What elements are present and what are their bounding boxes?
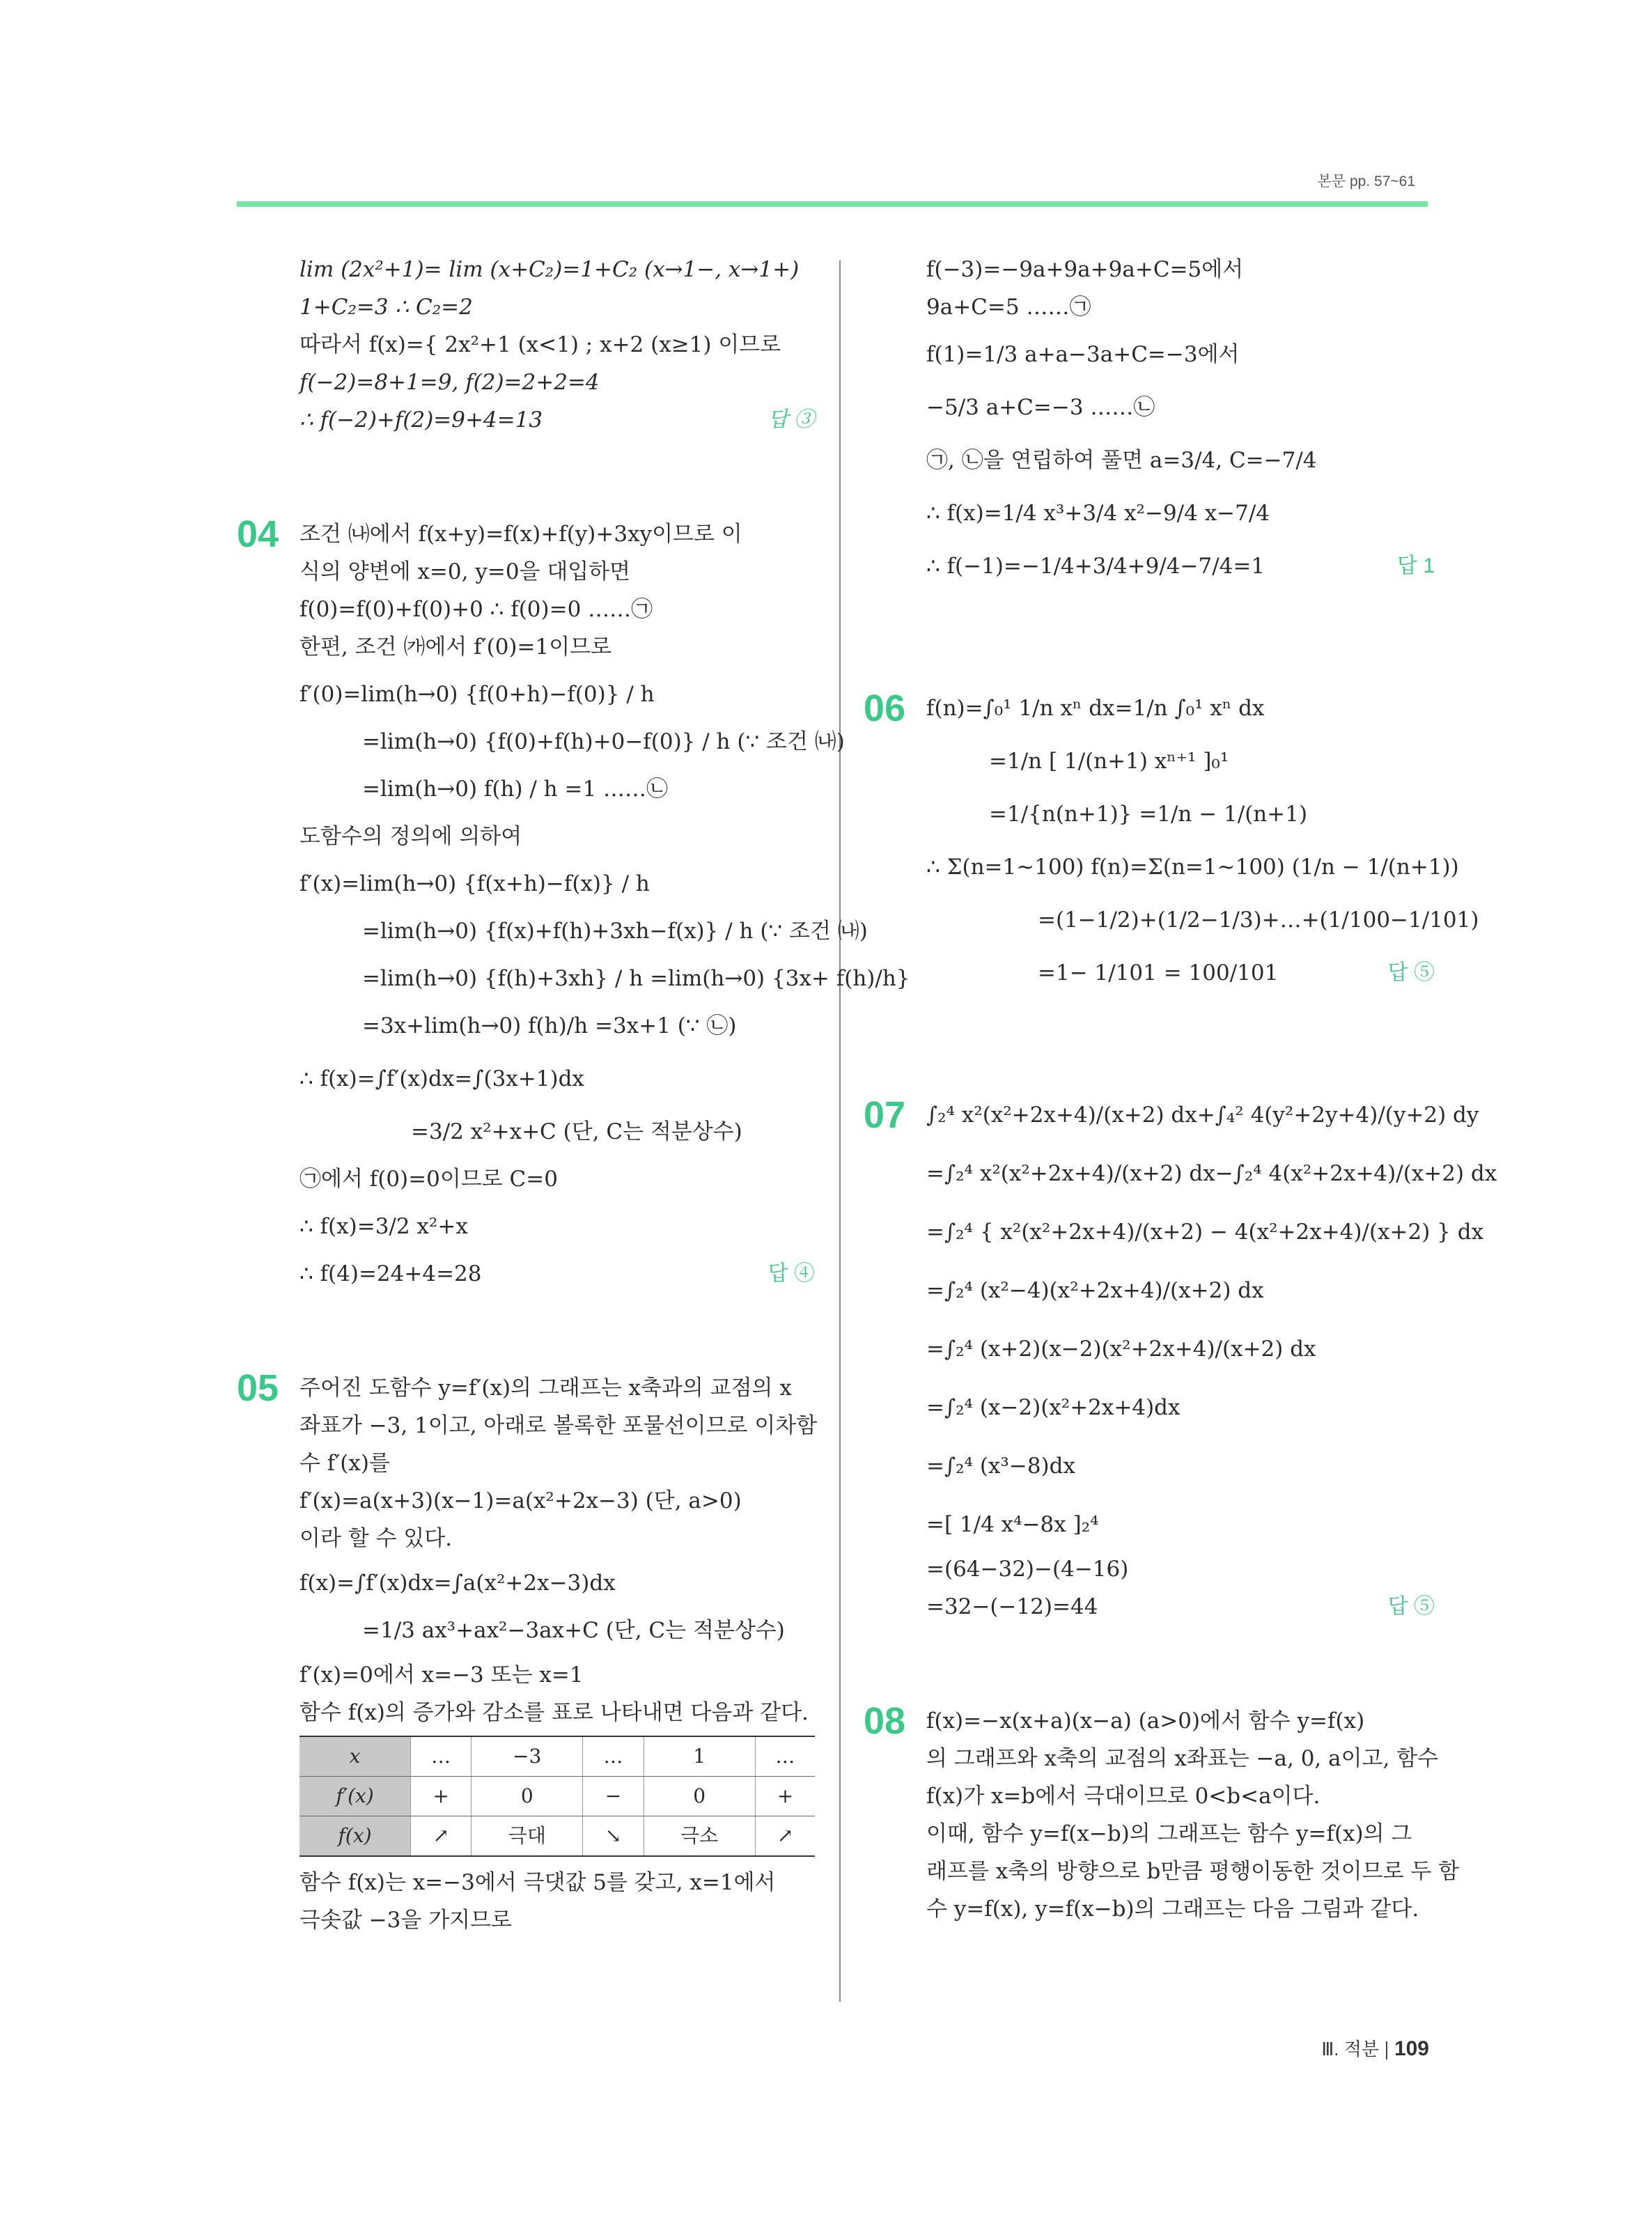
column-divider: [839, 260, 841, 2002]
solution-line: f(1)=1/3 a+a−3a+C=−3에서: [926, 342, 1240, 367]
page-reference: 본문 pp. 57~61: [1317, 173, 1415, 189]
solution-line: 함수 f(x)는 x=−3에서 극댓값 5를 갖고, x=1에서: [299, 1870, 776, 1895]
solution-line: 극솟값 −3을 가지므로: [299, 1908, 512, 1933]
solution-line: ∴ Σ(n=1~100) f(n)=Σ(n=1~100) (1/n − 1/(n+1)): [926, 855, 1459, 880]
solution-line: =(1−1/2)+(1/2−1/3)+…+(1/100−1/101): [1038, 908, 1479, 933]
table-cell: ↗: [411, 1816, 472, 1857]
solution-line: =3/2 x²+x+C (단, C는 적분상수): [411, 1119, 742, 1144]
page-number: 109: [1394, 2037, 1429, 2060]
solution-line: [926, 954, 1435, 992]
table-cell: −: [583, 1777, 644, 1816]
solution-line: [299, 1255, 815, 1293]
table-cell: …: [755, 1736, 815, 1777]
solution-line: =lim(h→0) {f(h)+3xh} / h =lim(h→0) {3x+ f(h)/h}: [362, 966, 910, 991]
problem-04-first-line: [237, 513, 815, 555]
table-cell: …: [583, 1736, 644, 1777]
solution-line: 수 f′(x)를: [299, 1451, 390, 1476]
solution-line: f(0)=f(0)+f(0)+0 ∴ f(0)=0 ……㉠: [299, 597, 653, 622]
solution-line: 함수 f(x)의 증가와 감소를 표로 나타내면 다음과 같다.: [299, 1700, 809, 1725]
table-cell: +: [755, 1777, 815, 1816]
problem-number: 08: [864, 1700, 906, 1742]
solution-line: 이때, 함수 y=f(x−b)의 그래프는 함수 y=f(x)의 그: [926, 1821, 1412, 1846]
solution-line: =∫₂⁴ (x²−4)(x²+2x+4)/(x+2) dx: [926, 1278, 1264, 1303]
solution-text: f(x)=−x(x+a)(x−a) (a>0)에서 함수 y=f(x): [926, 1708, 1365, 1734]
solution-line: ∴ f(x)=3/2 x²+x: [299, 1214, 468, 1239]
answer-label: 답 ⑤: [1387, 961, 1435, 984]
solution-line: =lim(h→0) {f(x)+f(h)+3xh−f(x)} / h (∵ 조건 ㈏): [362, 919, 868, 944]
table-cell: f′(x): [299, 1777, 411, 1816]
table-cell: 0: [472, 1777, 583, 1816]
solution-line: =[ 1/4 x⁴−8x ]₂⁴: [926, 1512, 1099, 1537]
solution-line: ㉠, ㉡을 연립하여 풀면 a=3/4, C=−7/4: [926, 448, 1317, 473]
solution-line: =(64−32)−(4−16): [926, 1557, 1129, 1582]
solution-line: 좌표가 −3, 1이고, 아래로 볼록한 포물선이므로 이차함: [299, 1413, 818, 1438]
table-cell: 극대: [472, 1816, 583, 1857]
solution-line: f(x)가 x=b에서 극대이므로 0<b<a이다.: [926, 1784, 1320, 1809]
solution-text: 조건 ㈏에서 f(x+y)=f(x)+f(y)+3xy이므로 이: [299, 522, 742, 547]
solution-text: ∫₂⁴ x²(x²+2x+4)/(x+2) dx+∫₄² 4(y²+2y+4)/(y+2) dy: [926, 1103, 1479, 1128]
right-column: [864, 251, 1497, 1928]
solution-line: 1+C₂=3 ∴ C₂=2: [299, 295, 473, 320]
solution-line: −5/3 a+C=−3 ……㉡: [926, 395, 1155, 420]
problem-number: 04: [237, 513, 279, 555]
problem-08-first-line: [864, 1700, 1435, 1742]
solution-line: ㉠에서 f(0)=0이므로 C=0: [299, 1167, 558, 1192]
problem-07-first-line: [864, 1094, 1479, 1136]
solution-line: f′(x)=a(x+3)(x−1)=a(x²+2x−3) (단, a>0): [299, 1488, 742, 1513]
solution-line: 식의 양변에 x=0, y=0을 대입하면: [299, 559, 631, 584]
solution-line: f(−3)=−9a+9a+9a+C=5에서: [926, 257, 1244, 282]
table-row: [299, 1816, 815, 1857]
solution-line: =∫₂⁴ x²(x²+2x+4)/(x+2) dx−∫₂⁴ 4(x²+2x+4)/(x+2) dx: [926, 1161, 1497, 1186]
table-cell: +: [411, 1777, 472, 1816]
solution-line: =1/{n(n+1)} =1/n − 1/(n+1): [989, 802, 1308, 827]
solution-line: =∫₂⁴ { x²(x²+2x+4)/(x+2) − 4(x²+2x+4)/(x+2) } dx: [926, 1220, 1484, 1245]
answer-label: 답 1: [1397, 554, 1435, 577]
table-cell: −3: [472, 1736, 583, 1777]
footer-divider: [1386, 2041, 1387, 2059]
solution-text: ∴ f(−2)+f(2)=9+4=13: [299, 407, 543, 433]
solution-line: 따라서 f(x)={ 2x²+1 (x<1) ; x+2 (x≥1) 이므로: [299, 332, 781, 357]
table-cell: 1: [644, 1736, 755, 1777]
answer-label: 답 ③: [767, 408, 815, 431]
table-cell: x: [299, 1736, 411, 1777]
solution-line: =∫₂⁴ (x³−8)dx: [926, 1454, 1075, 1479]
problem-number: 05: [237, 1367, 279, 1409]
solution-line: =1/3 ax³+ax²−3ax+C (단, C는 적분상수): [362, 1618, 785, 1643]
solution-line: ∴ f(x)=1/4 x³+3/4 x²−9/4 x−7/4: [926, 501, 1270, 526]
chapter-label: Ⅲ. 적분: [1321, 2039, 1379, 2059]
problem-05-first-line: [237, 1367, 815, 1409]
solution-line: 의 그래프와 x축의 교점의 x좌표는 −a, 0, a이고, 함수: [926, 1746, 1439, 1771]
solution-line: lim (2x²+1)= lim (x+C₂)=1+C₂ (x→1−, x→1+): [299, 257, 800, 282]
table-row: [299, 1777, 815, 1816]
answer-label: 답 ④: [767, 1262, 815, 1285]
solution-line: f(−2)=8+1=9, f(2)=2+2=4: [299, 370, 600, 395]
table-cell: …: [411, 1736, 472, 1777]
solution-line: f′(x)=lim(h→0) {f(x+h)−f(x)} / h: [299, 871, 650, 896]
header-rule: [237, 201, 1428, 207]
solution-line: 래프를 x축의 방향으로 b만큼 평행이동한 것이므로 두 함: [926, 1859, 1460, 1884]
solution-line: [926, 1588, 1435, 1626]
solution-line: [299, 401, 815, 439]
table-cell: ↗: [755, 1816, 815, 1857]
solution-line: =3x+lim(h→0) f(h)/h =3x+1 (∵ ㉡): [362, 1013, 737, 1038]
solution-line: 도함수의 정의에 의하여: [299, 824, 522, 849]
solution-line: f′(0)=lim(h→0) {f(0+h)−f(0)} / h: [299, 682, 655, 707]
table-cell: 극소: [644, 1816, 755, 1857]
table-cell: 0: [644, 1777, 755, 1816]
solution-line: =lim(h→0) f(h) / h =1 ……㉡: [362, 777, 669, 802]
solution-text: 주어진 도함수 y=f′(x)의 그래프는 x축과의 교점의 x: [299, 1376, 792, 1401]
problem-number: 06: [864, 687, 906, 729]
problem-06-first-line: [864, 687, 1435, 729]
page-footer: [1321, 2035, 1429, 2061]
table-cell: f(x): [299, 1816, 411, 1857]
solution-text: =32−(−12)=44: [926, 1594, 1098, 1619]
answer-label: 답 ⑤: [1387, 1595, 1435, 1618]
solution-text: f(n)=∫₀¹ 1/n xⁿ dx=1/n ∫₀¹ xⁿ dx: [926, 696, 1265, 721]
solution-line: =∫₂⁴ (x+2)(x−2)(x²+2x+4)/(x+2) dx: [926, 1337, 1316, 1362]
solution-line: f(x)=∫f′(x)dx=∫a(x²+2x−3)dx: [299, 1571, 616, 1596]
solution-line: 한편, 조건 ㈎에서 f′(0)=1이므로: [299, 634, 612, 660]
solution-line: =∫₂⁴ (x−2)(x²+2x+4)dx: [926, 1395, 1180, 1420]
increase-decrease-table: [299, 1736, 815, 1857]
solution-line: 9a+C=5 ……㉠: [926, 295, 1091, 320]
solution-text: =1− 1/101 = 100/101: [1038, 960, 1279, 986]
problem-number: 07: [864, 1094, 906, 1136]
solution-line: 이라 할 수 있다.: [299, 1526, 453, 1551]
solution-line: f′(x)=0에서 x=−3 또는 x=1: [299, 1662, 584, 1688]
solution-line: 수 y=f(x), y=f(x−b)의 그래프는 다음 그림과 같다.: [926, 1897, 1419, 1922]
solution-line: [926, 547, 1435, 585]
solution-text: ∴ f(4)=24+4=28: [299, 1261, 482, 1286]
solution-line: =1/n [ 1/(n+1) xⁿ⁺¹ ]₀¹: [989, 749, 1229, 774]
table-row: [299, 1736, 815, 1777]
solution-line: =lim(h→0) {f(0)+f(h)+0−f(0)} / h (∵ 조건 ㈏): [362, 729, 845, 754]
table-cell: ↘: [583, 1816, 644, 1857]
solution-text: ∴ f(−1)=−1/4+3/4+9/4−7/4=1: [926, 554, 1265, 579]
solution-line: ∴ f(x)=∫f′(x)dx=∫(3x+1)dx: [299, 1066, 584, 1091]
